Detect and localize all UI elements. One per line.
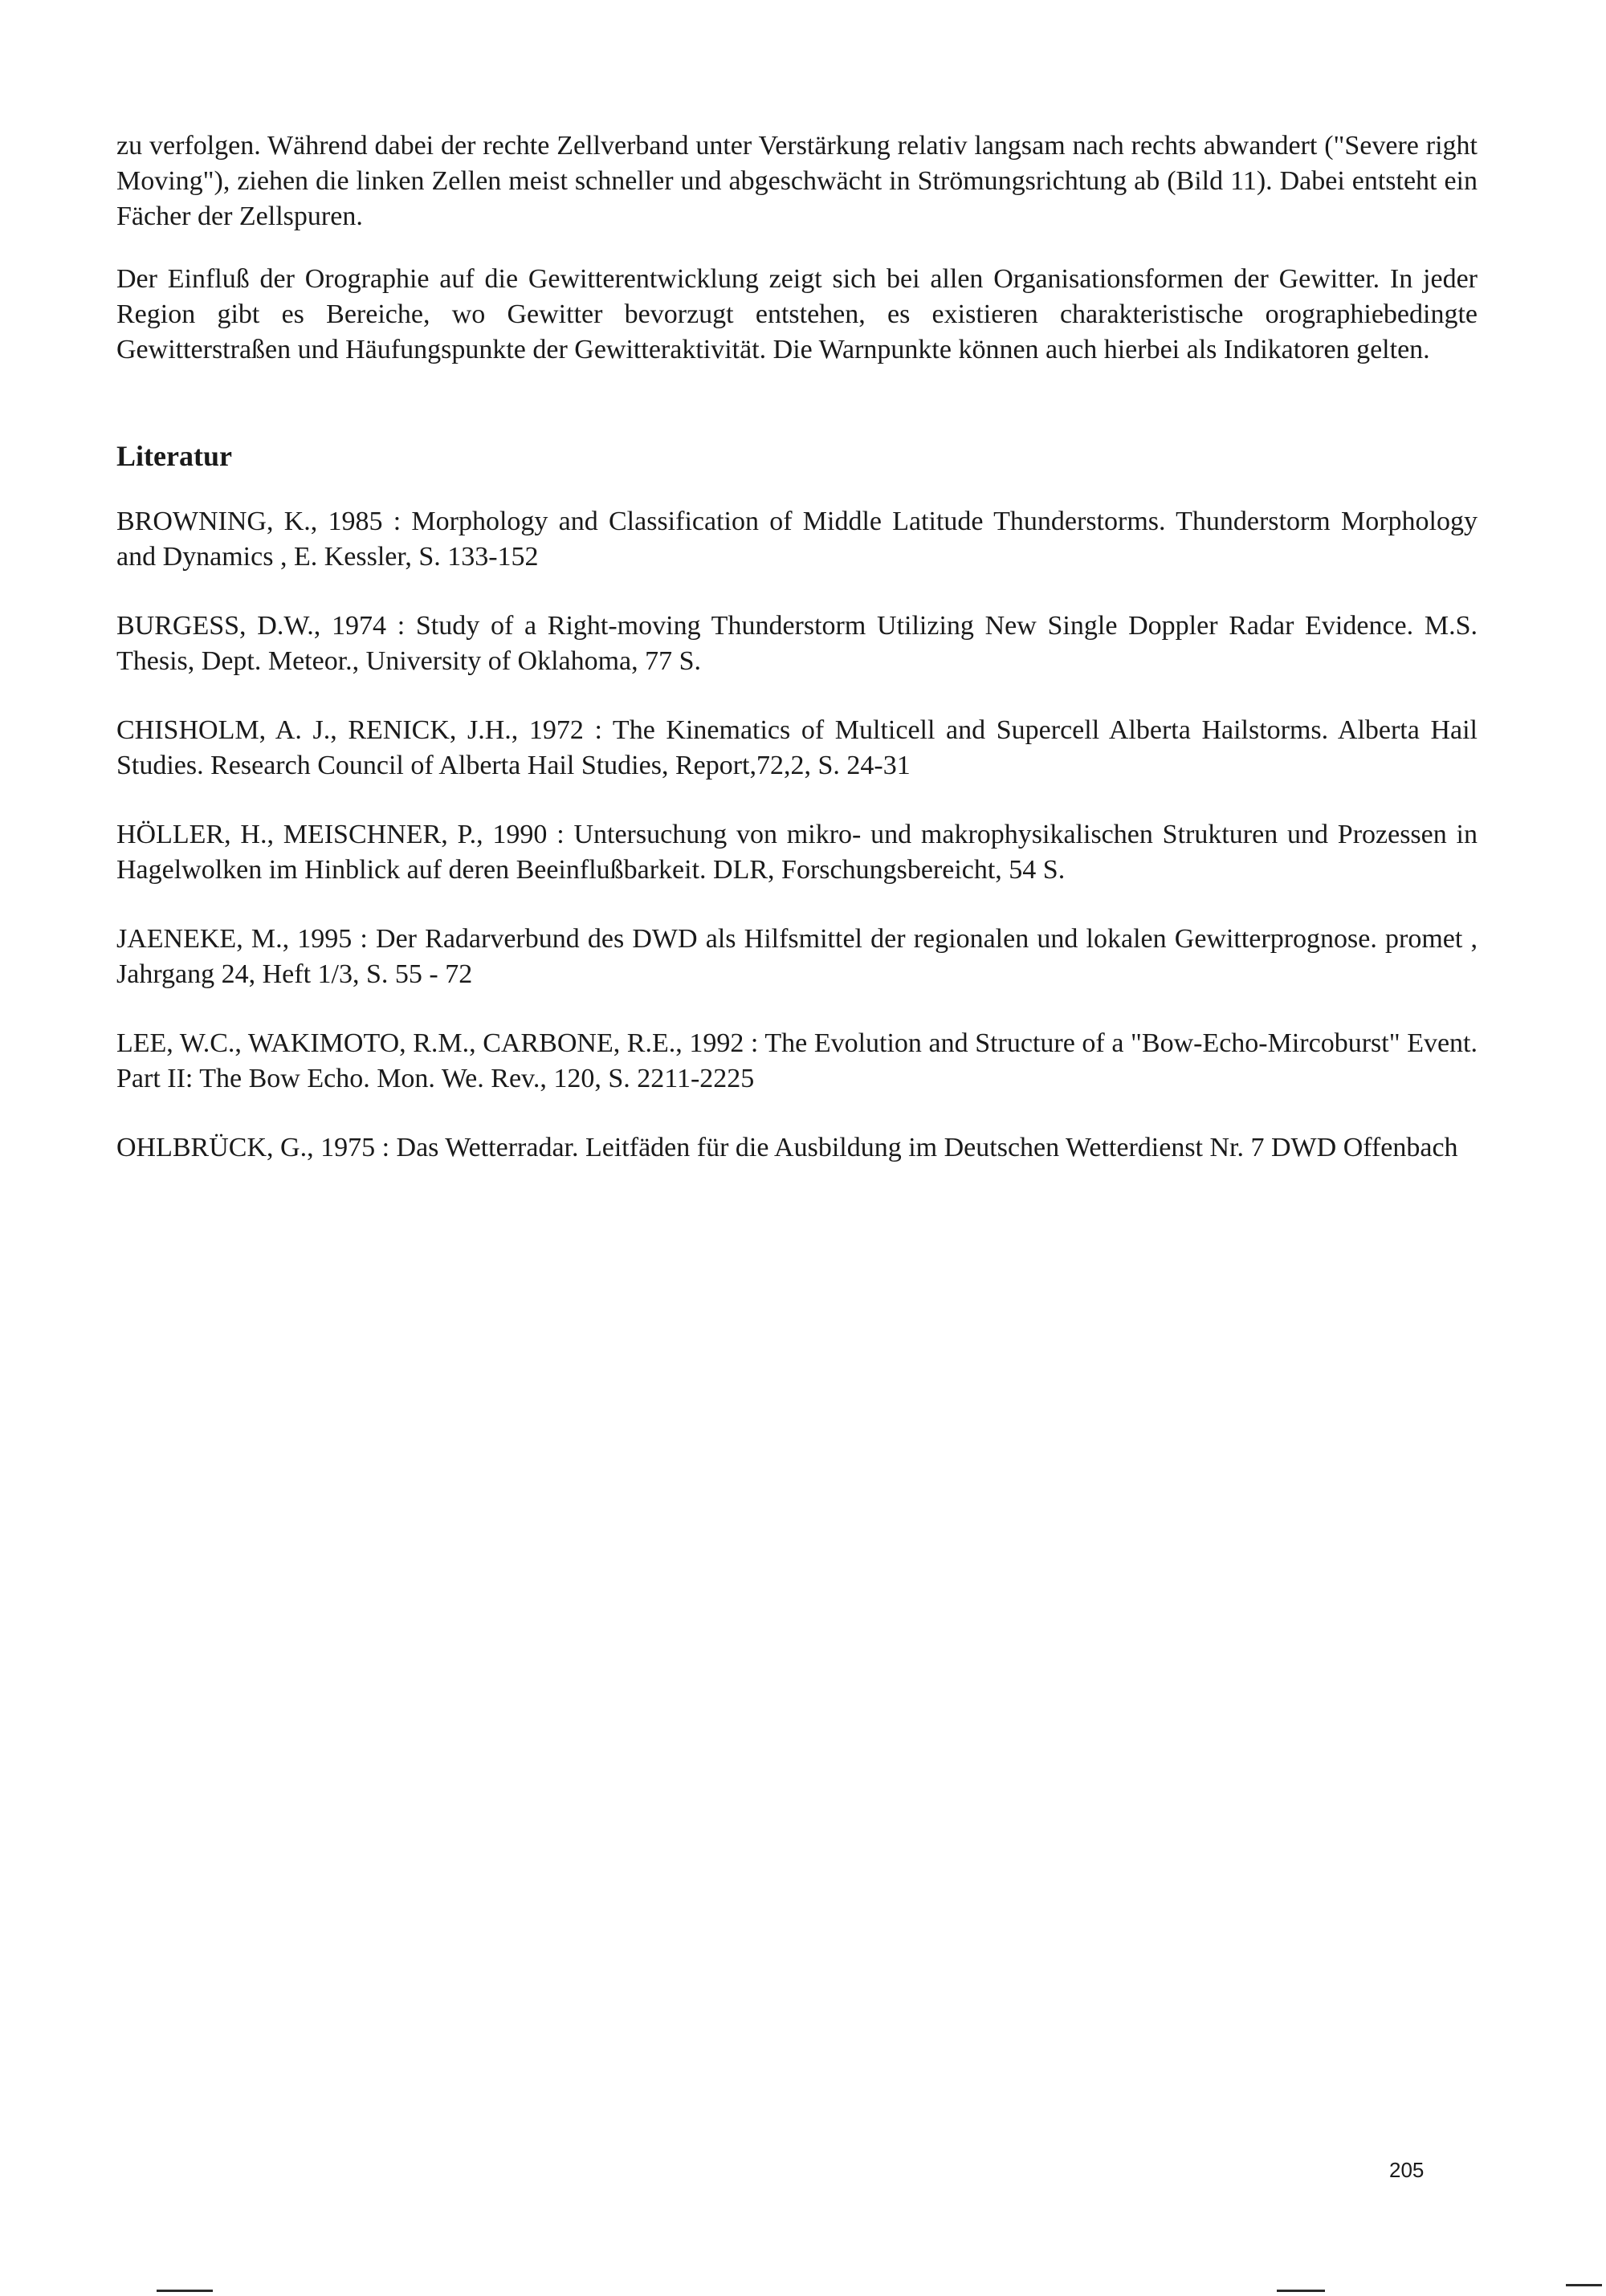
page-number: 205: [1389, 2158, 1425, 2182]
scan-edge-mark: [1277, 2290, 1325, 2292]
reference-item: JAENEKE, M., 1995 : Der Radarverbund des DWD als Hilfsmittel der regionalen und lokalen Gewitterprognose. promet , Jahrgang 24, Heft 1/3, S. 55 - 72: [116, 924, 1478, 989]
reference-item: LEE, W.C., WAKIMOTO, R.M., CARBONE, R.E., 1992 : The Evolution and Structure of a "Bow-Echo-Mircoburst" Event. Part II: The Bow Echo. Mon. We. Rev., 120, S. 2211-2225: [116, 1028, 1478, 1093]
scan-edge-mark: [1566, 2284, 1602, 2286]
document-page: [116, 128, 1478, 1199]
reference-item: CHISHOLM, A. J., RENICK, J.H., 1972 : The Kinematics of Multicell and Supercell Alberta Hailstorms. Alberta Hail Studies. Research Council of Alberta Hail Studies, Report,72,2, S. 24-31: [116, 715, 1478, 780]
body-paragraph: Der Einfluß der Orographie auf die Gewitterentwicklung zeigt sich bei allen Organisationsformen der Gewitter. In jeder Region gibt es Bereiche, wo Gewitter bevorzugt entstehen, es existieren charakteristische orographiebedingte Gewitterstraßen und Häufungspunkte der Gewitteraktivität. Die Warnpunkte können auch hierbei als Indikatoren gelten.: [116, 264, 1478, 364]
reference-item: BROWNING, K., 1985 : Morphology and Classification of Middle Latitude Thunderstorms. Thunderstorm Morphology and Dynamics , E. Kessler, S. 133-152: [116, 507, 1478, 572]
reference-item: OHLBRÜCK, G., 1975 : Das Wetterradar. Leitfäden für die Ausbildung im Deutschen Wetterdienst Nr. 7 DWD Offenbach: [116, 1133, 1458, 1162]
reference-item: HÖLLER, H., MEISCHNER, P., 1990 : Untersuchung von mikro- und makrophysikalischen Strukturen und Prozessen in Hagelwolken im Hinblick auf deren Beeinflußbarkeit. DLR, Forschungsbereicht, 54 S.: [116, 820, 1478, 885]
reference-item: BURGESS, D.W., 1974 : Study of a Right-moving Thunderstorm Utilizing New Single Doppler Radar Evidence. M.S. Thesis, Dept. Meteor., University of Oklahoma, 77 S.: [116, 611, 1478, 676]
scan-edge-mark: [157, 2290, 213, 2292]
body-paragraph: zu verfolgen. Während dabei der rechte Zellverband unter Verstärkung relativ langsam nach rechts abwandert ("Severe right Moving"), ziehen die linken Zellen meist schneller und abgeschwächt in Strömungsrichtung ab (Bild 11). Dabei entsteht ein Fächer der Zellspuren.: [116, 131, 1478, 231]
literature-heading: Literatur: [116, 440, 232, 472]
